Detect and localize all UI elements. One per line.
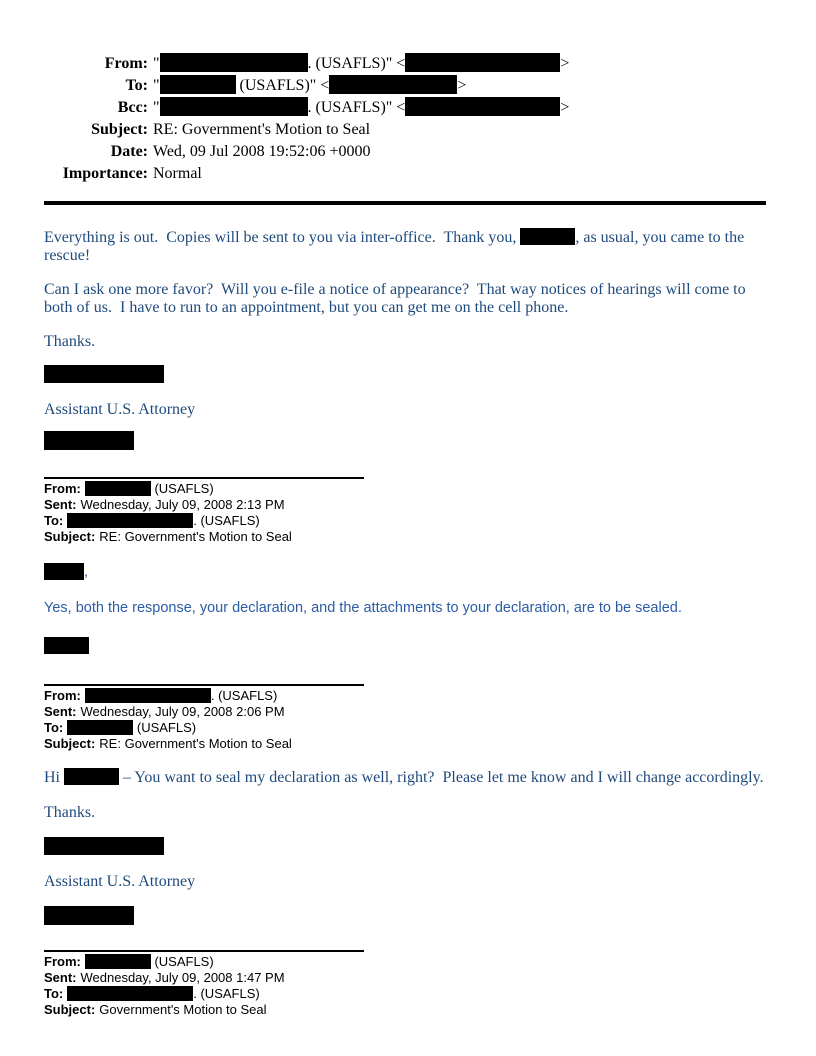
quoted-header-2 xyxy=(44,688,766,752)
quoted2-thanks: Thanks. xyxy=(44,803,96,821)
quoted1-row-subject xyxy=(44,529,766,545)
quoted3-row-from xyxy=(44,954,766,970)
redaction-bar-to-name xyxy=(67,986,193,1001)
field-value: RE: Government's Motion to Seal xyxy=(99,529,292,544)
field-label: Sent: xyxy=(44,969,77,985)
header-value-bcc: " . (USAFLS)" < > xyxy=(153,99,570,116)
redaction-bar-from-name xyxy=(85,688,211,703)
redaction-bar-recipient-name xyxy=(64,768,119,785)
quoted2-body: Hi – You want to seal my declaration as well, right? Please let me know and I will change accordingly. xyxy=(44,769,764,786)
field-value: (USAFLS) xyxy=(67,720,196,735)
field-label: To: xyxy=(44,720,64,735)
quoted1-row-to xyxy=(44,513,766,529)
field-value: Wednesday, July 09, 2008 1:47 PM xyxy=(80,969,285,985)
quoted2-signature-title: Assistant U.S. Attorney xyxy=(44,873,196,890)
quoted1-signature-redaction-line xyxy=(44,637,766,655)
header-label-importance: Importance: xyxy=(62,165,148,182)
header-label-date: Date: xyxy=(110,143,148,160)
quoted1-row-from xyxy=(44,481,766,497)
field-label: From: xyxy=(44,953,81,969)
header-label-from: From: xyxy=(104,55,148,72)
field-value: (USAFLS) xyxy=(85,954,214,969)
field-value: Wednesday, July 09, 2008 2:13 PM xyxy=(80,497,285,512)
quoted2-row-sent xyxy=(44,704,766,720)
quoted3-row-subject xyxy=(44,1002,766,1018)
header-value-date: Wed, 09 Jul 2008 19:52:06 +0000 xyxy=(153,143,371,160)
field-label: From: xyxy=(44,688,81,703)
field-label: Subject: xyxy=(44,1001,96,1017)
body-paragraph-2: Can I ask one more favor? Will you e-file a notice of appearance? That way notices of hearings will come to both of us. I have to run to an appointment, but you can get me on the cell phone. xyxy=(44,281,750,316)
redaction-bar-from-name xyxy=(160,53,308,72)
redaction-bar-to-name xyxy=(160,75,236,94)
quoted3-row-sent xyxy=(44,970,766,986)
quoted-divider-3 xyxy=(44,950,364,952)
field-label: To: xyxy=(44,985,64,1001)
header-divider xyxy=(44,201,766,205)
redaction-bar-to-address xyxy=(329,75,457,94)
email-header xyxy=(44,53,766,185)
quoted2-signature-name-redaction-line xyxy=(44,837,766,855)
signature-phone-redaction-line xyxy=(44,431,766,450)
field-label: To: xyxy=(44,513,64,528)
signature-name-redaction-line xyxy=(44,365,766,383)
redaction-bar-bcc-name xyxy=(160,97,308,116)
redaction-bar-colleague-name xyxy=(520,228,575,245)
field-label: Subject: xyxy=(44,736,96,751)
quoted1-greeting: , xyxy=(44,563,766,581)
quoted-divider-1 xyxy=(44,477,364,479)
redaction-bar-signature-phone xyxy=(44,906,134,925)
header-value-from: " . (USAFLS)" < > xyxy=(153,55,570,72)
body-paragraph-1: Everything is out. Copies will be sent to you via inter-office. Thank you, , as usual, you came to the rescue! xyxy=(44,229,749,264)
redaction-bar-bcc-address xyxy=(405,97,560,116)
redaction-bar-to-name xyxy=(67,513,193,528)
field-label: Sent: xyxy=(44,497,77,512)
field-value: . (USAFLS) xyxy=(67,513,259,528)
header-value-subject: RE: Government's Motion to Seal xyxy=(153,121,371,138)
quoted-header-3 xyxy=(44,954,766,1018)
quoted1-row-sent xyxy=(44,497,766,513)
quoted-divider-2 xyxy=(44,684,364,686)
quoted2-signature-phone-redaction-line xyxy=(44,906,766,925)
field-value: (USAFLS) xyxy=(85,481,214,496)
redaction-bar-signature-phone xyxy=(44,431,134,450)
body-thanks: Thanks. xyxy=(44,333,96,350)
header-label-to: To: xyxy=(125,77,148,94)
quoted2-row-subject xyxy=(44,736,766,752)
redaction-bar-to-name xyxy=(67,720,133,735)
field-value: . (USAFLS) xyxy=(85,688,277,703)
quoted-header-1 xyxy=(44,481,766,545)
redaction-bar-from-address xyxy=(405,53,560,72)
quoted2-row-to xyxy=(44,720,766,736)
field-value: Wednesday, July 09, 2008 2:06 PM xyxy=(80,704,285,719)
quoted2-row-from xyxy=(44,688,766,704)
quoted3-row-to xyxy=(44,986,766,1002)
redaction-bar-greeting-name xyxy=(44,563,84,580)
header-label-bcc: Bcc: xyxy=(117,99,148,116)
redaction-bar-from-name xyxy=(85,954,151,969)
header-value-importance: Normal xyxy=(153,165,202,182)
header-value-to: " (USAFLS)" < > xyxy=(153,77,467,94)
redaction-bar-from-name xyxy=(85,481,151,496)
signature-title: Assistant U.S. Attorney xyxy=(44,400,196,418)
redaction-bar-signature-name xyxy=(44,365,164,383)
field-value: Government's Motion to Seal xyxy=(99,1001,267,1017)
quoted1-body: Yes, both the response, your declaration, and the attachments to your declaration, are to be sealed. xyxy=(44,600,682,616)
field-label: Subject: xyxy=(44,529,96,544)
field-label: Sent: xyxy=(44,704,77,719)
field-value: RE: Government's Motion to Seal xyxy=(99,736,292,751)
field-label: From: xyxy=(44,481,81,496)
field-value: . (USAFLS) xyxy=(67,986,259,1001)
redaction-bar-signature-name xyxy=(44,637,89,654)
redaction-bar-signature-name xyxy=(44,837,164,855)
header-label-subject: Subject: xyxy=(91,121,148,138)
